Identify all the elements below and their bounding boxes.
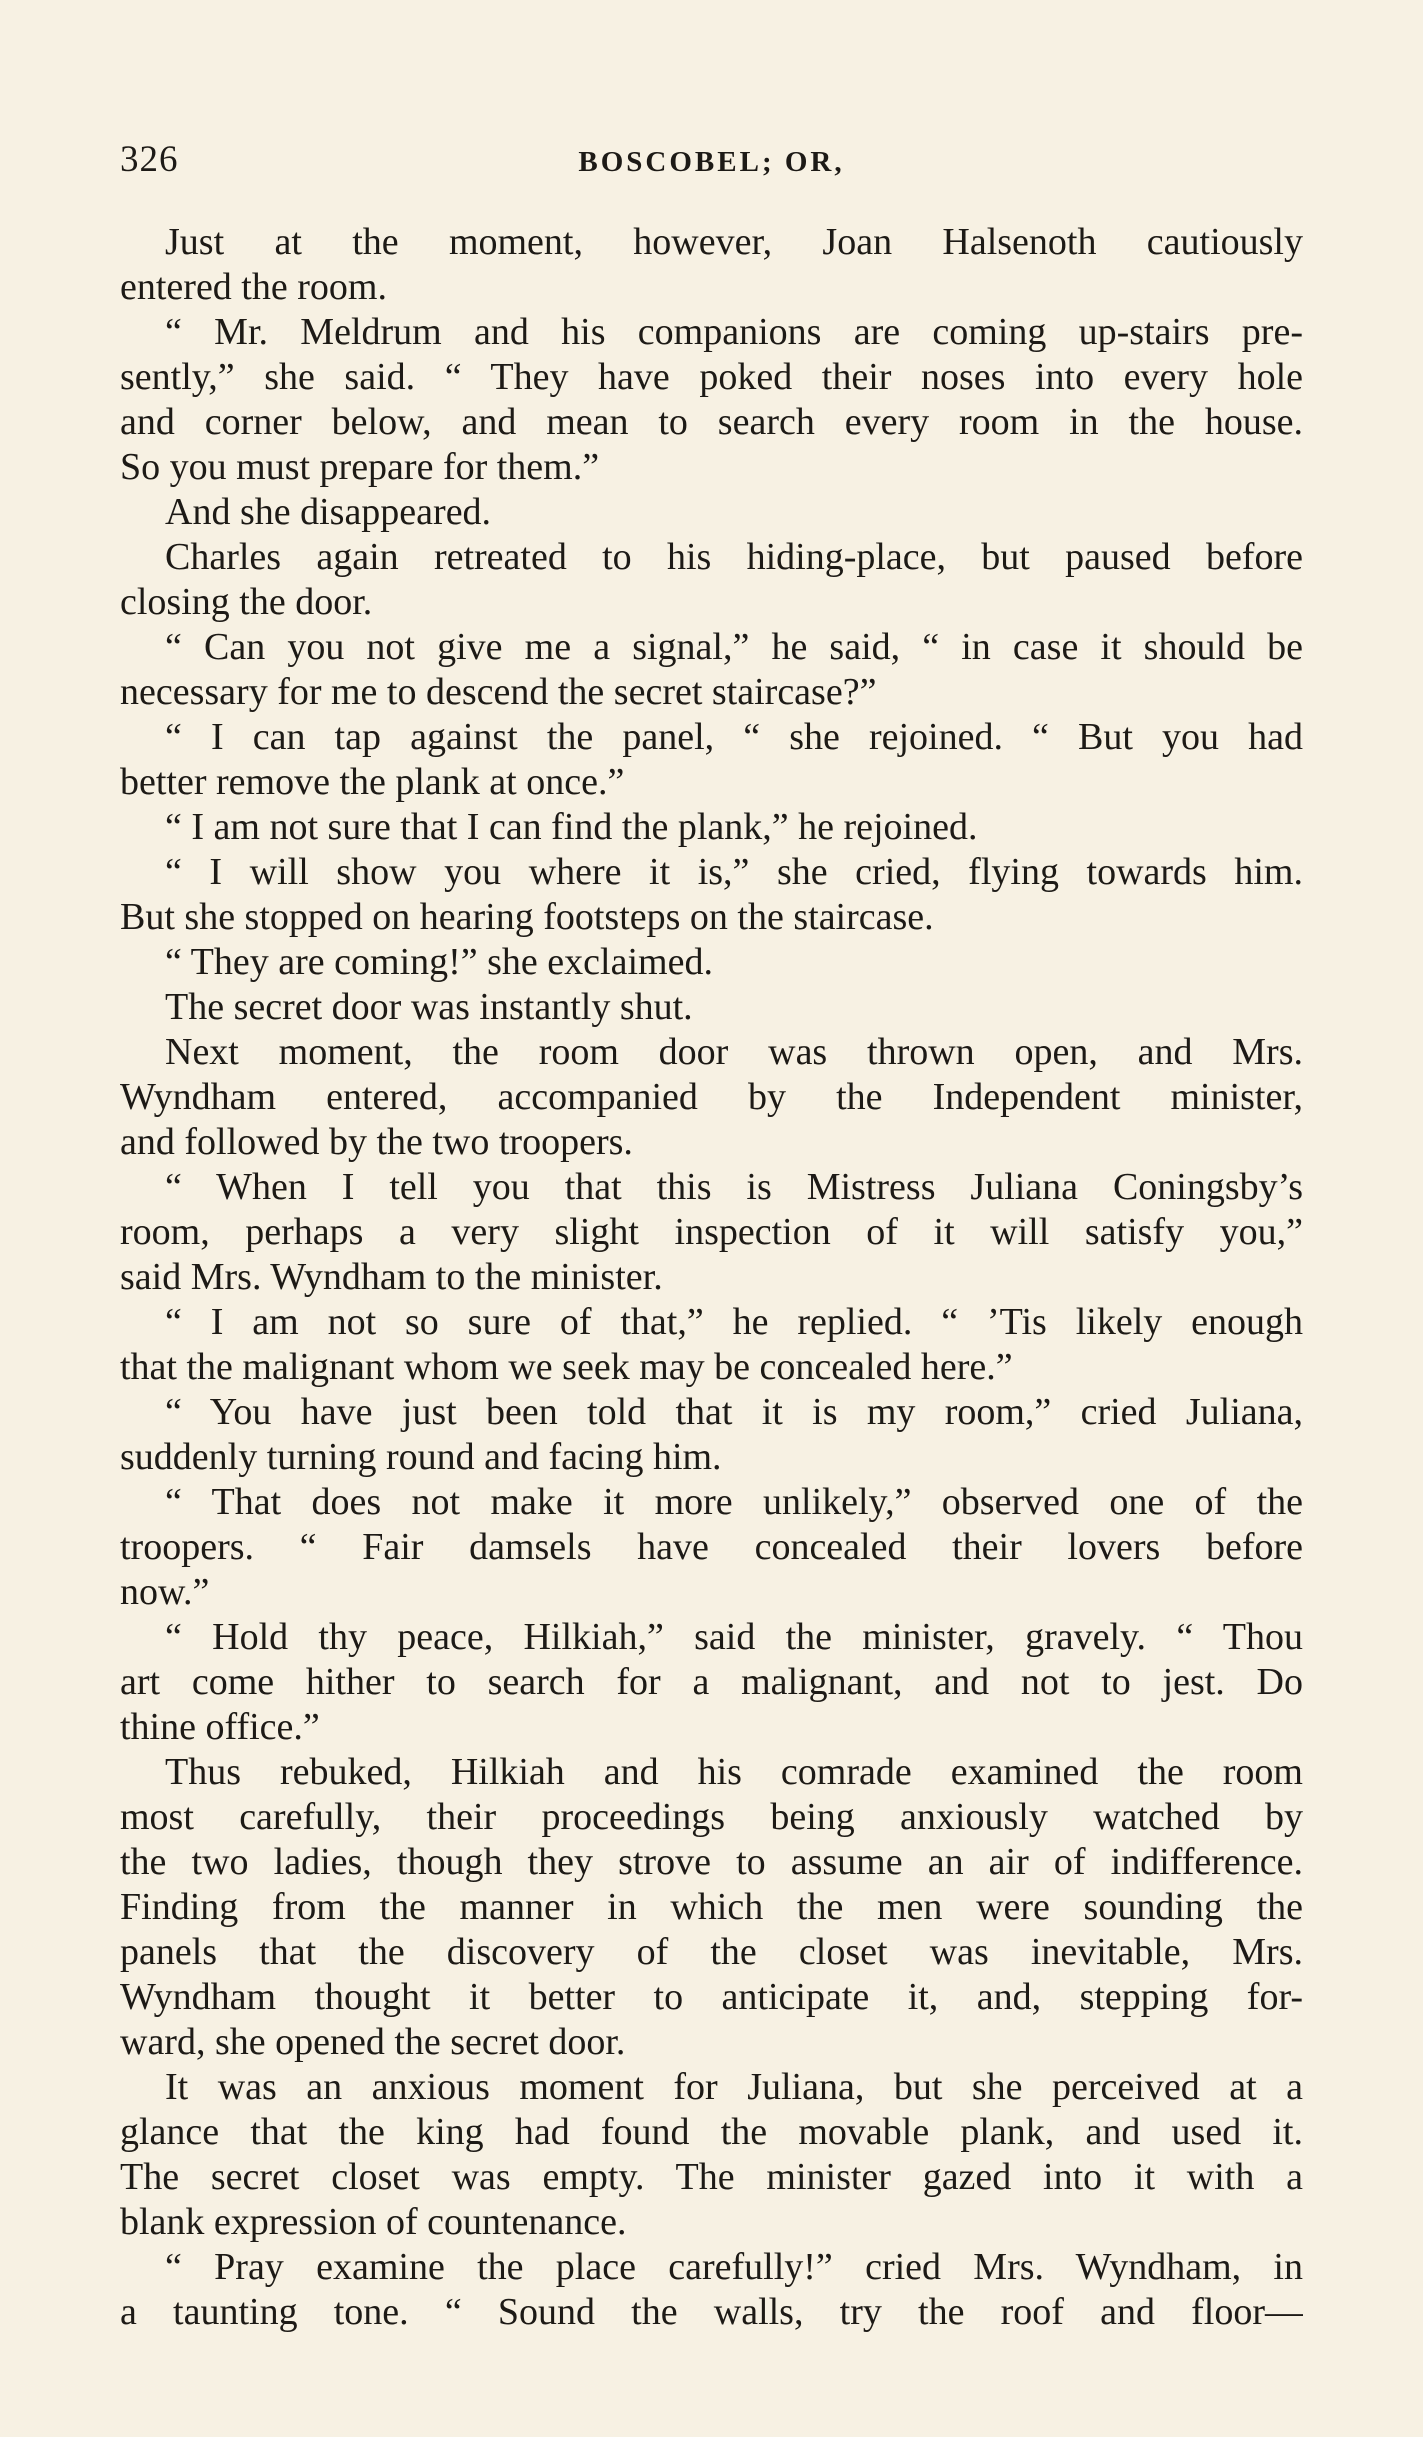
text-line xyxy=(120,1165,1303,1210)
text-line-content: and corner below, and mean to search every room in the house. xyxy=(120,401,1303,443)
text-line xyxy=(120,1840,1303,1885)
text-line xyxy=(120,1390,1303,1435)
text-line xyxy=(120,1525,1303,1570)
text-line xyxy=(120,940,1303,985)
text-line xyxy=(120,895,1303,940)
text-line-content: Wyndham entered, accompanied by the Independent minister, xyxy=(120,1076,1303,1118)
body-text xyxy=(120,220,1303,2335)
text-line-content: blank expression of countenance. xyxy=(120,2201,627,2243)
text-line-content: So you must prepare for them.” xyxy=(120,446,600,488)
text-line xyxy=(120,2155,1303,2200)
text-line-content: “ Can you not give me a signal,” he said, “ in case it should be xyxy=(165,626,1303,668)
text-line xyxy=(120,1255,1303,1300)
text-line xyxy=(120,2245,1303,2290)
text-line-content: It was an anxious moment for Juliana, but she perceived at a xyxy=(165,2066,1303,2108)
text-line xyxy=(120,1885,1303,1930)
text-line xyxy=(120,1210,1303,1255)
text-line-content: sently,” she said. “ They have poked their noses into every hole xyxy=(120,356,1303,398)
text-line-content: And she disappeared. xyxy=(165,491,492,533)
text-line-content: Wyndham thought it better to anticipate it, and, stepping for- xyxy=(120,1976,1303,2018)
text-line xyxy=(120,985,1303,1030)
text-line-content: ward, she opened the secret door. xyxy=(120,2021,626,2063)
text-line xyxy=(120,1075,1303,1120)
text-line-content: and followed by the two troopers. xyxy=(120,1121,633,1163)
text-line xyxy=(120,670,1303,715)
text-line xyxy=(120,1345,1303,1390)
text-line-content: glance that the king had found the movable plank, and used it. xyxy=(120,2111,1303,2153)
text-line-content: most carefully, their proceedings being anxiously watched by xyxy=(120,1796,1303,1838)
text-line-content: Thus rebuked, Hilkiah and his comrade examined the room xyxy=(165,1751,1303,1793)
text-line-content: “ I am not sure that I can find the plank,” he rejoined. xyxy=(165,806,978,848)
text-line-content: “ When I tell you that this is Mistress Juliana Coningsby’s xyxy=(165,1166,1303,1208)
page-number: 326 xyxy=(120,139,179,180)
text-line xyxy=(120,580,1303,625)
text-line xyxy=(120,1795,1303,1840)
text-line-content: Charles again retreated to his hiding-place, but paused before xyxy=(165,536,1303,578)
text-line-content: But she stopped on hearing footsteps on the staircase. xyxy=(120,896,934,938)
text-line-content: “ They are coming!” she exclaimed. xyxy=(165,941,713,983)
text-line-content: better remove the plank at once.” xyxy=(120,761,625,803)
text-line-content: “ I can tap against the panel, “ she rejoined. “ But you had xyxy=(165,716,1303,758)
text-line xyxy=(120,265,1303,310)
text-line-content: the two ladies, though they strove to assume an air of indifference. xyxy=(120,1841,1303,1883)
text-line-content: panels that the discovery of the closet was inevitable, Mrs. xyxy=(120,1931,1303,1973)
text-line-content: The secret closet was empty. The minister gazed into it with a xyxy=(120,2156,1303,2198)
text-line xyxy=(120,1570,1303,1615)
text-line-content: “ Hold thy peace, Hilkiah,” said the minister, gravely. “ Thou xyxy=(165,1616,1303,1658)
text-line xyxy=(120,1975,1303,2020)
text-line xyxy=(120,2200,1303,2245)
text-line xyxy=(120,355,1303,400)
text-line xyxy=(120,805,1303,850)
text-line xyxy=(120,625,1303,670)
text-line xyxy=(120,850,1303,895)
text-line xyxy=(120,220,1303,265)
text-line-content: “ Mr. Meldrum and his companions are coming up-stairs pre- xyxy=(165,311,1303,353)
text-line xyxy=(120,715,1303,760)
text-line xyxy=(120,1615,1303,1660)
text-line xyxy=(120,535,1303,580)
text-line-content: “ Pray examine the place carefully!” cried Mrs. Wyndham, in xyxy=(165,2246,1303,2288)
text-line xyxy=(120,1120,1303,1165)
running-head: BOSCOBEL; OR, xyxy=(578,146,845,178)
text-line-content: “ You have just been told that it is my room,” cried Juliana, xyxy=(165,1391,1303,1433)
text-line-content: thine office.” xyxy=(120,1706,320,1748)
text-line xyxy=(120,1030,1303,1075)
text-line-content: said Mrs. Wyndham to the minister. xyxy=(120,1256,663,1298)
text-line xyxy=(120,1435,1303,1480)
text-line-content: necessary for me to descend the secret staircase?” xyxy=(120,671,877,713)
text-line-content: that the malignant whom we seek may be concealed here.” xyxy=(120,1346,1013,1388)
text-line-content: a taunting tone. “ Sound the walls, try the roof and floor— xyxy=(120,2291,1303,2333)
text-line-content: “ I am not so sure of that,” he replied. “ ’Tis likely enough xyxy=(165,1301,1303,1343)
text-line-content: Next moment, the room door was thrown open, and Mrs. xyxy=(165,1031,1303,1073)
text-line-content: entered the room. xyxy=(120,266,387,308)
text-line-content: art come hither to search for a malignant, and not to jest. Do xyxy=(120,1661,1303,1703)
text-line xyxy=(120,310,1303,355)
text-line xyxy=(120,1480,1303,1525)
text-line xyxy=(120,2290,1303,2335)
text-line xyxy=(120,1750,1303,1795)
text-line xyxy=(120,2020,1303,2065)
text-line xyxy=(120,400,1303,445)
page-header xyxy=(120,138,1303,186)
text-line-content: room, perhaps a very slight inspection of it will satisfy you,” xyxy=(120,1211,1303,1253)
text-line-content: Just at the moment, however, Joan Halsenoth cautiously xyxy=(165,221,1303,263)
text-line-content: closing the door. xyxy=(120,581,373,623)
text-line xyxy=(120,2110,1303,2155)
text-line xyxy=(120,1300,1303,1345)
text-line-content: “ I will show you where it is,” she cried, flying towards him. xyxy=(165,851,1303,893)
text-line xyxy=(120,1930,1303,1975)
text-line-content: now.” xyxy=(120,1571,210,1613)
text-line-content: troopers. “ Fair damsels have concealed their lovers before xyxy=(120,1526,1303,1568)
text-line xyxy=(120,1660,1303,1705)
text-line-content: The secret door was instantly shut. xyxy=(165,986,693,1028)
text-line-content: “ That does not make it more unlikely,” observed one of the xyxy=(165,1481,1303,1523)
text-line xyxy=(120,445,1303,490)
text-line xyxy=(120,490,1303,535)
text-line xyxy=(120,1705,1303,1750)
text-line xyxy=(120,2065,1303,2110)
text-line-content: suddenly turning round and facing him. xyxy=(120,1436,722,1478)
text-line-content: Finding from the manner in which the men were sounding the xyxy=(120,1886,1303,1928)
text-line xyxy=(120,760,1303,805)
